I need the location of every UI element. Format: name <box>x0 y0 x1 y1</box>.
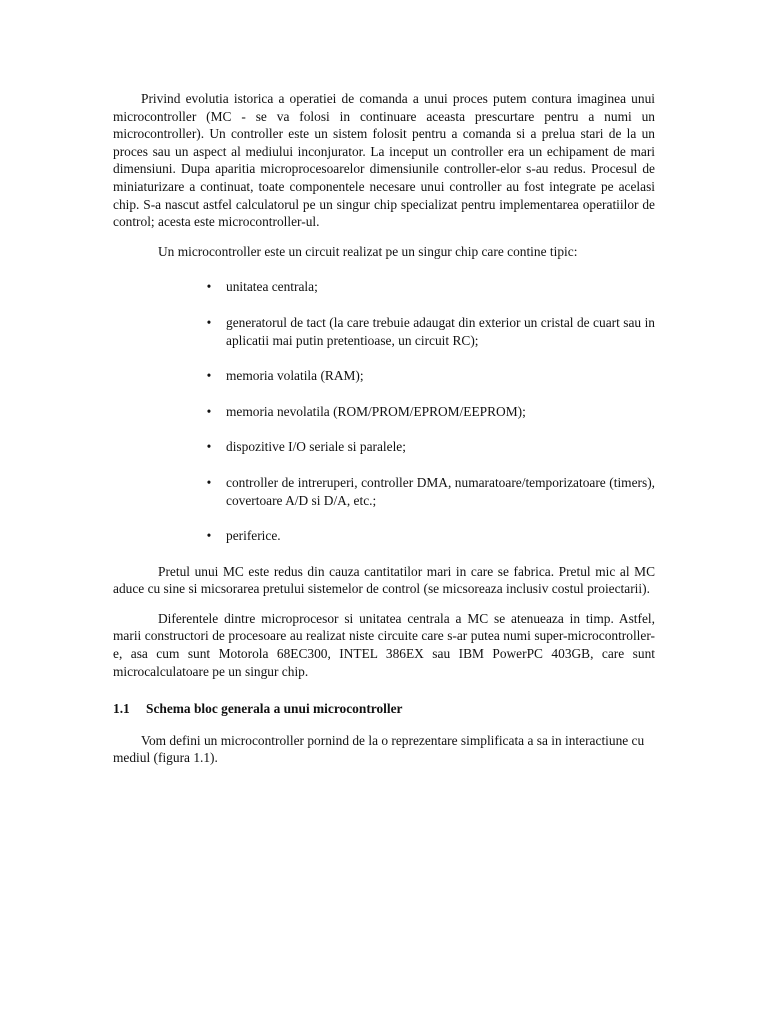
price-paragraph: Pretul unui MC este redus din cauza cantitatilor mari in care se fabrica. Pretul mic al MC aduce cu sine si micsorarea pretului sistemelor de control (se micsoreaza inclusiv costul proiectarii). <box>113 563 655 597</box>
bullet-icon: • <box>206 439 212 455</box>
bullet-icon: • <box>206 403 212 419</box>
differences-paragraph: Diferentele dintre microprocesor si unitatea centrala a MC se atenueaza in timp. Astfel, marii constructori de procesoare au realizat niste circuite care s-ar putea numi super-microcontroller-e, asa cum sunt Motorola 68EC300, INTEL 386EX sau IBM PowerPC 403GB, care sunt microcalculatoare pe un singur chip. <box>113 610 655 679</box>
list-item: • memoria volatila (RAM); <box>113 367 655 385</box>
list-item: • unitatea centrala; <box>113 278 655 296</box>
list-item: • memoria nevolatila (ROM/PROM/EPROM/EEPROM); <box>113 403 655 421</box>
bullet-icon: • <box>206 368 212 384</box>
list-item: • dispozitive I/O seriale si paralele; <box>113 438 655 456</box>
bullet-icon: • <box>206 314 212 330</box>
section-number: 1.1 <box>113 701 130 717</box>
list-item: • periferice. <box>113 527 655 545</box>
list-item: • controller de intreruperi, controller DMA, numaratoare/temporizatoare (timers), covertoare A/D si D/A, etc.; <box>113 474 655 509</box>
section-heading <box>113 700 655 718</box>
component-list <box>113 278 655 544</box>
section-title: Schema bloc generala a unui microcontroller <box>146 701 403 717</box>
list-item: • generatorul de tact (la care trebuie adaugat din exterior un cristal de cuart sau in aplicatii mai putin pretentioase, un circuit RC); <box>113 314 655 349</box>
bullet-icon: • <box>206 474 212 490</box>
bullet-icon: • <box>206 528 212 544</box>
bullet-icon: • <box>206 279 212 295</box>
closing-paragraph: Vom defini un microcontroller pornind de la o reprezentare simplificata a sa in interactiune cu mediul (figura 1.1). <box>113 732 645 766</box>
document-page <box>113 90 655 767</box>
intro-paragraph: Privind evolutia istorica a operatiei de comanda a unui proces putem contura imaginea unui microcontroller (MC - se va folosi in continuare aceasta prescurtare pentru a numi un microcontroller). Un controller este un sistem folosit pentru a comanda si a prelua stari de la un proces sau un aspect al mediului inconjurator. La inceput un controller era un echipament de mari dimensiuni. Dupa aparitia microprocesoarelor dimensiunile controller-elor s-au redus. Procesul de miniaturizare a continuat, toate componentele necesare unui controller au fost integrate pe acelasi chip. S-a nascut astfel calculatorul pe un singur chip specializat pentru implementarea operatiilor de control; acesta este microcontroller-ul. <box>113 91 655 230</box>
definition-paragraph: Un microcontroller este un circuit realizat pe un singur chip care contine tipic: <box>158 243 578 259</box>
